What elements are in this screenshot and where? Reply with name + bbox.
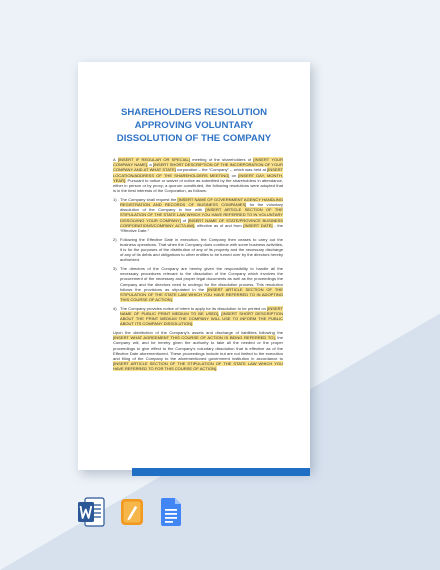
title-line: APPROVING VOLUNTARY bbox=[134, 120, 254, 131]
text: for the voluntary dissolution of the Company in line with bbox=[120, 202, 283, 213]
text: The Company shall request the bbox=[120, 196, 178, 202]
placeholder: [INSERT LOCATION/ADDRESS OF THE SHAREHOLDERS MEETING] bbox=[113, 167, 283, 178]
placeholder: [INSERT DAY, MONTH, YEAR]. bbox=[113, 172, 283, 183]
text: effective as of and from bbox=[195, 222, 244, 228]
document-page bbox=[78, 62, 310, 470]
text: of bbox=[180, 217, 188, 223]
resolution-item-2 bbox=[113, 237, 283, 263]
item-number: 4) bbox=[113, 305, 117, 311]
text: - the “Effective Date.” bbox=[120, 222, 283, 234]
text: a bbox=[148, 162, 153, 168]
item-text bbox=[120, 266, 283, 302]
word-icon[interactable] bbox=[77, 497, 105, 532]
resolution-item-3 bbox=[113, 266, 283, 302]
text: Pursuant to notice or waiver of notice as submitted by the shareholders in attendance, either in person or by proxy; a quorum constituted, the following resolutions were adopted that is in the best interests of the Corporation, as follows: bbox=[113, 177, 283, 194]
title-line: DISSOLUTION OF THE COMPANY bbox=[116, 133, 272, 144]
resolution-item-1 bbox=[113, 197, 283, 233]
text: The Company provides notice of intent to apply for its dissolution to be printed on bbox=[120, 305, 268, 311]
text: on bbox=[229, 172, 239, 178]
placeholder: [INSERT NAME OF STATE/PROVINCE BUSINESS CORPORATIONS/COMPANY ACT/LAW], bbox=[120, 217, 284, 228]
item-text: Following the Effective Date in execution, the Company then ceases to carry out the business operations. That when the Company does continue with some business activities, it is for the purposes of the distribution of any of its property and the necessary discharge of any of its debts and obligations to other entities to be turned over by the directors hereby authorized. bbox=[120, 236, 283, 263]
placeholder: [INSERT ARTICLE SECTION OF THE STIPULATION OF THE STATE LAW WHICH YOU HAVE REFERRED TO IN VOLUNTARY DISSOLVING YOUR COMPANY] bbox=[120, 207, 283, 223]
placeholder: [INSERT SHORT DESCRIPTION ABOUT THE PRINT MEDIUM THE COMPANY WILL USE TO INFORM THE PUBLIC ABOUT ITS COMPANY DISSOLUTION]. bbox=[120, 311, 283, 327]
pages-icon[interactable] bbox=[119, 497, 145, 532]
text: meeting of the shareholders of bbox=[189, 157, 254, 162]
item-number: 1) bbox=[113, 196, 117, 202]
text: A bbox=[113, 157, 118, 162]
placeholder: [INSERT ARTICLE SECTION OF THE STIPULATION OF THE STATE LAW WHICH YOU HAVE REFERRED TO FOR THIS COURSE OF ACTION]. bbox=[113, 361, 283, 372]
placeholder: [INSERT IF REGULAR OR SPECIAL] bbox=[117, 157, 190, 162]
placeholder: [INSERT YOUR COMPANY NAME], bbox=[113, 157, 284, 168]
title-line: SHAREHOLDERS RESOLUTION bbox=[120, 107, 268, 118]
placeholder: [INSERT ARTICLE SECTION OF THE STIPULATION OF THE STATE LAW WHICH YOU HAVE REFERRED TO IN ADOPTING THIS COURSE OF ACTION]. bbox=[120, 286, 283, 303]
closing-paragraph bbox=[113, 330, 283, 372]
placeholder: [INSERT NAME OF GOVERNMENT AGENCY HANDLING REGISTRATION AND RECORDS OF BUSINESS COMPANIES] bbox=[120, 196, 283, 208]
item-number: 2) bbox=[113, 236, 117, 242]
placeholder: [INSERT DATE] bbox=[243, 222, 273, 228]
resolution-item-4 bbox=[113, 306, 283, 327]
google-docs-icon[interactable] bbox=[159, 497, 183, 532]
item-text bbox=[120, 306, 283, 327]
document-body bbox=[113, 157, 283, 375]
placeholder: [INSERT NAME OF PUBLIC PRINT MEDIUM TO BE USED], bbox=[120, 305, 283, 317]
placeholder: [INSERT SHORT DESCRIPTION OF THE INCORPORATION OF YOUR COMPANY AND AT WHAT STATE] bbox=[113, 162, 284, 173]
item-text bbox=[120, 197, 283, 233]
page-accent-bar bbox=[132, 468, 310, 476]
text: the Company will, and be hereby given the authority to take all the needed or the proper proceedings to give effect to the Company’s voluntary dissolution that is effective as of the Effective Date aforementioned. These proceedings include but are not limited to the execution and filing of the Company to the aforementioned government institution in accordance to bbox=[113, 335, 283, 362]
intro-paragraph bbox=[113, 157, 283, 193]
text: Upon the distribution of the Company’s assets and discharge of liabilities following the bbox=[113, 330, 283, 336]
text: corporation – the “Company” -, which was held at bbox=[175, 167, 268, 173]
document-title bbox=[78, 106, 310, 145]
item-number: 3) bbox=[113, 266, 117, 272]
text: The directors of the Company are hereby given the responsibility to handle all the necessary procedures relevant to the dissolution of the Company which involves the procurement of the necessary and proper legal documents as well as the proceedings the Company and the directors need to undergo for the dissolution process. This resolution follows the provisions as stipulated in the bbox=[120, 266, 283, 292]
placeholder: [INSERT WHAT AGREEMENT THIS COURSE OF ACTION IS BEING REFERRED TO], bbox=[113, 335, 276, 341]
